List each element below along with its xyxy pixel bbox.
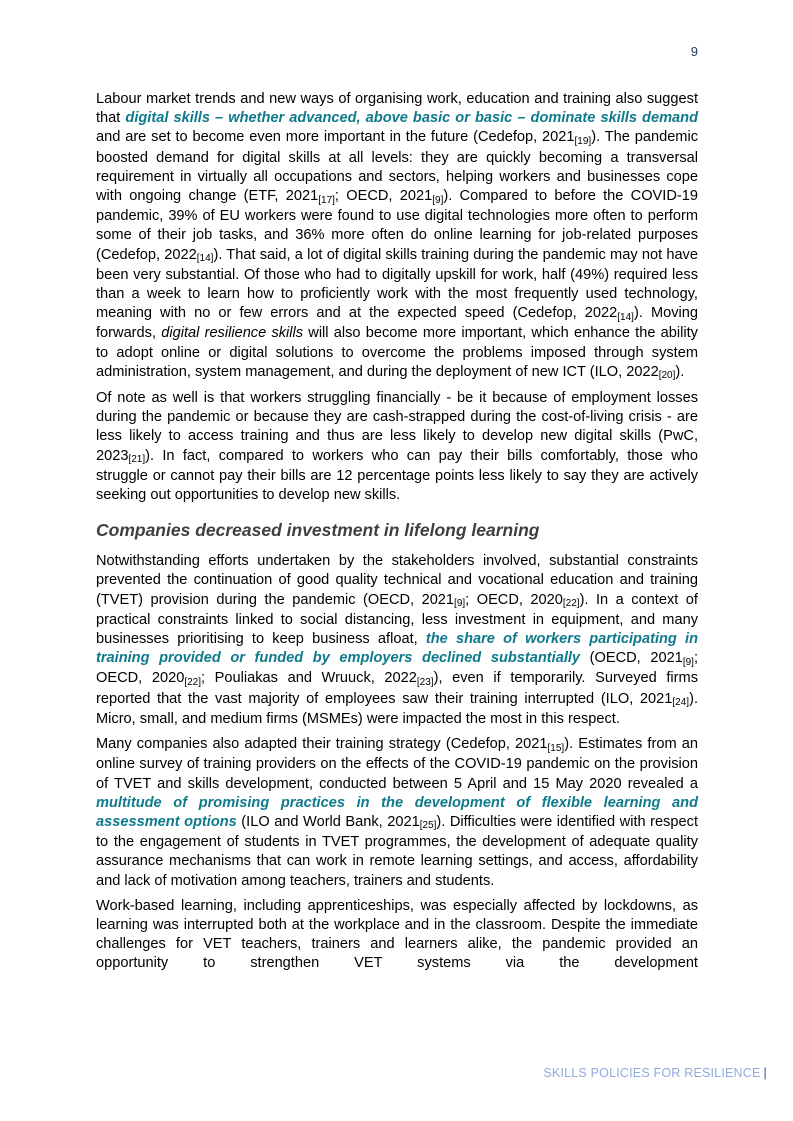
citation-ref: [22] (562, 598, 580, 610)
text-run: ; OECD, 2020 (96, 650, 698, 687)
text-run: ). In fact, compared to workers who can pay their bills comfortably, those who struggle or cannot pay their bills are 12 percentage points less likely to say they are actively seeking out opportunities to develop new skills. (96, 447, 698, 504)
text-run: ). (675, 363, 685, 380)
emphasis-teal-run: digital skills – whether advanced, above basic or basic – dominate skills demand (125, 110, 698, 127)
text-run: (OECD, 2021 (580, 650, 683, 667)
citation-ref: [21] (128, 454, 146, 466)
emphasis-teal-run: the share of workers participating in training provided or funded by employers declined substantially (96, 631, 699, 667)
text-run: ). That said, a lot of digital skills training during the pandemic may not have been very substantial. Of those who had to digitally upskill for work, half (49%) required less than a week to learn how to proficiently work with the most frequently used technology, meaning with no or few errors and at the expected speed (Cedefop, 2022 (96, 246, 698, 322)
italic-run: digital resilience skills (161, 325, 304, 342)
citation-ref: [14] (196, 253, 214, 265)
citation-ref: [15] (547, 742, 565, 754)
citation-ref: [23] (416, 676, 434, 688)
paragraph (96, 389, 698, 505)
footer-title: SKILLS POLICIES FOR RESILIENCE (543, 1066, 761, 1080)
citation-ref: [9] (682, 656, 694, 668)
page-footer (543, 1066, 767, 1080)
text-run: ). Moving forwards, (96, 305, 698, 342)
body-content (96, 90, 698, 980)
text-run: Notwithstanding efforts undertaken by the stakeholders involved, substantial constraints prevented the continuation of good quality technical and vocational education and training (TVET) provision during the pandemic (OECD, 2021 (96, 553, 698, 608)
citation-ref: [9] (454, 598, 466, 610)
text-run: ; Pouliakas and Wruuck, 2022 (201, 670, 417, 687)
citation-ref: [9] (432, 194, 444, 206)
citation-ref: [24] (672, 697, 690, 709)
emphasis-teal-run: multitude of promising practices in the development of flexible learning and assessment options (96, 794, 698, 830)
citation-ref: [14] (617, 311, 634, 323)
footer-separator: | (763, 1066, 767, 1080)
text-run: ). Difficulties were identified with respect to the engagement of students in TVET programmes, the development of adequate quality assurance mechanisms that can work in remote learning settings, and access, affordability and lack of motivation among teachers, trainers and students. (96, 813, 699, 889)
text-run: Labour market trends and new ways of organising work, education and training also suggest that (96, 91, 698, 127)
paragraph (96, 735, 698, 891)
paragraph (96, 897, 698, 974)
text-run: Many companies also adapted their training strategy (Cedefop, 2021 (96, 736, 548, 753)
citation-ref: [17] (318, 194, 335, 206)
citation-ref: [22] (184, 676, 201, 688)
paragraph (96, 90, 698, 383)
text-run: ). In a context of practical constraints linked to social distancing, less investment in equipment, and many businesses prioritising to keep business afloat, (96, 591, 698, 648)
text-run: ). Compared to before the COVID-19 pandemic, 39% of EU workers were found to use digital technologies more often to perform some of their job tasks, and 36% more often do online learning for job-related purposes (Cedefop, 2022 (96, 188, 698, 263)
text-run: will also become more important, which enhance the ability to adopt online or digital solutions to overcome the problems imposed through system administration, system management, and during the deployment of new ICT (ILO, 2022 (96, 325, 698, 380)
text-run: ). Estimates from an online survey of training providers on the effects of the COVID-19 pandemic on the provision of TVET and skills development, conducted between 5 April and 15 May 2020 revealed a (96, 736, 698, 792)
section-heading: Companies decreased investment in lifelong learning (96, 520, 540, 541)
page-number: 9 (690, 44, 698, 59)
text-run: ; OECD, 2021 (334, 188, 433, 205)
text-run: ; OECD, 2020 (465, 591, 563, 608)
text-run: Of note as well is that workers struggling financially - be it because of employment losses during the pandemic or because they are cash-strapped during the cost-of-living crisis - are less likely to access training and thus are less likely to develop new digital skills (PwC, 2023 (96, 390, 698, 464)
text-run: ). The pandemic boosted demand for digital skills at all levels: they are quickly becoming a transversal requirement in virtually all occupations and sectors, helping workers and businesses cope with ongoing change (ETF, 2021 (96, 129, 699, 205)
paragraph (96, 552, 698, 729)
text-run: and are set to become even more important in the future (Cedefop, 2021 (96, 129, 575, 146)
citation-ref: [19] (574, 135, 592, 147)
text-run: ), even if temporarily. Surveyed firms reported that the vast majority of employees saw their training interrupted (ILO, 2021 (96, 670, 698, 707)
text-run: Work-based learning, including apprenticeships, was especially affected by lockdowns, as learning was interrupted both at the workplace and in the classroom. Despite the immediate challenges for VET teachers, trainers and learners alike, the pandemic provided an opportunity to strengthen VET systems via the development (96, 897, 698, 972)
citation-ref: [25] (419, 820, 437, 832)
citation-ref: [20] (658, 370, 676, 382)
text-run: (ILO and World Bank, 2021 (236, 813, 420, 830)
text-run: ). Micro, small, and medium firms (MSMEs) were impacted the most in this respect. (96, 690, 698, 727)
